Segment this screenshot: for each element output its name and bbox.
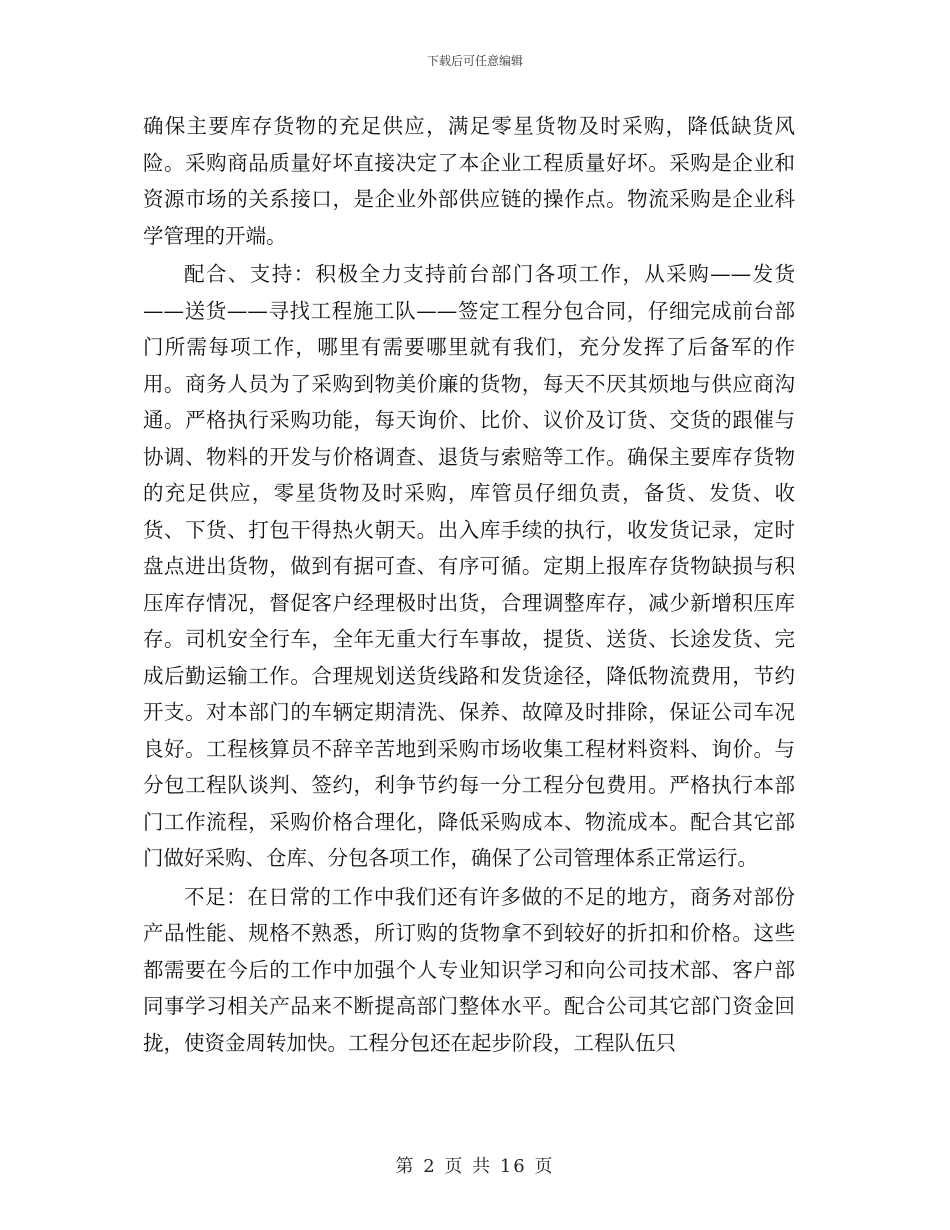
paragraph-3: 不足：在日常的工作中我们还有许多做的不足的地方，商务对部份产品性能、规格不熟悉，所订购的货物拿不到较好的折扣和价格。这些都需要在今后的工作中加强个人专业知识学习和向公司技术部、客户部同事学习相关产品来不断提高部门整体水平。配合公司其它部门资金回拢，使资金周转加快。工程分包还在起步阶段，工程队伍只: [143, 884, 795, 1055]
page-header-note: 下载后可任意编辑: [426, 54, 523, 68]
document-body: [143, 108, 795, 1063]
page-number-footer: 第 2 页 共 16 页: [395, 1156, 555, 1177]
paragraph-1: 确保主要库存货物的充足供应，满足零星货物及时采购，降低缺货风险。采购商品质量好坏直接决定了本企业工程质量好坏。采购是企业和资源市场的关系接口，是企业外部供应链的操作点。物流采购是企业科学管理的开端。: [143, 114, 795, 248]
paragraph-2: 配合、支持：积极全力支持前台部门各项工作，从采购——发货——送货——寻找工程施工队——签定工程分包合同，仔细完成前台部门所需每项工作，哪里有需要哪里就有我们，充分发挥了后备军的作用。商务人员为了采购到物美价廉的货物，每天不厌其烦地与供应商沟通。严格执行采购功能，每天询价、比价、议价及订货、交货的跟催与协调、物料的开发与价格调查、退货与索赔等工作。确保主要库存货物的充足供应，零星货物及时采购，库管员仔细负责，备货、发货、收货、下货、打包干得热火朝天。出入库手续的执行，收发货记录，定时盘点进出货物，做到有据可查、有序可循。定期上报库存货物缺损与积压库存情况，督促客户经理极时出货，合理调整库存，减少新增积压库存。司机安全行车，全年无重大行车事故，提货、送货、长途发货、完成后勤运输工作。合理规划送货线路和发货途径，降低物流费用，节约开支。对本部门的车辆定期清洗、保养、故障及时排除，保证公司车况良好。工程核算员不辞辛苦地到采购市场收集工程材料资料、询价。与分包工程队谈判、签约，利争节约每一分工程分包费用。严格执行本部门工作流程，采购价格合理化，降低采购成本、物流成本。配合其它部门做好采购、仓库、分包各项工作，确保了公司管理体系正常运行。: [143, 262, 795, 870]
